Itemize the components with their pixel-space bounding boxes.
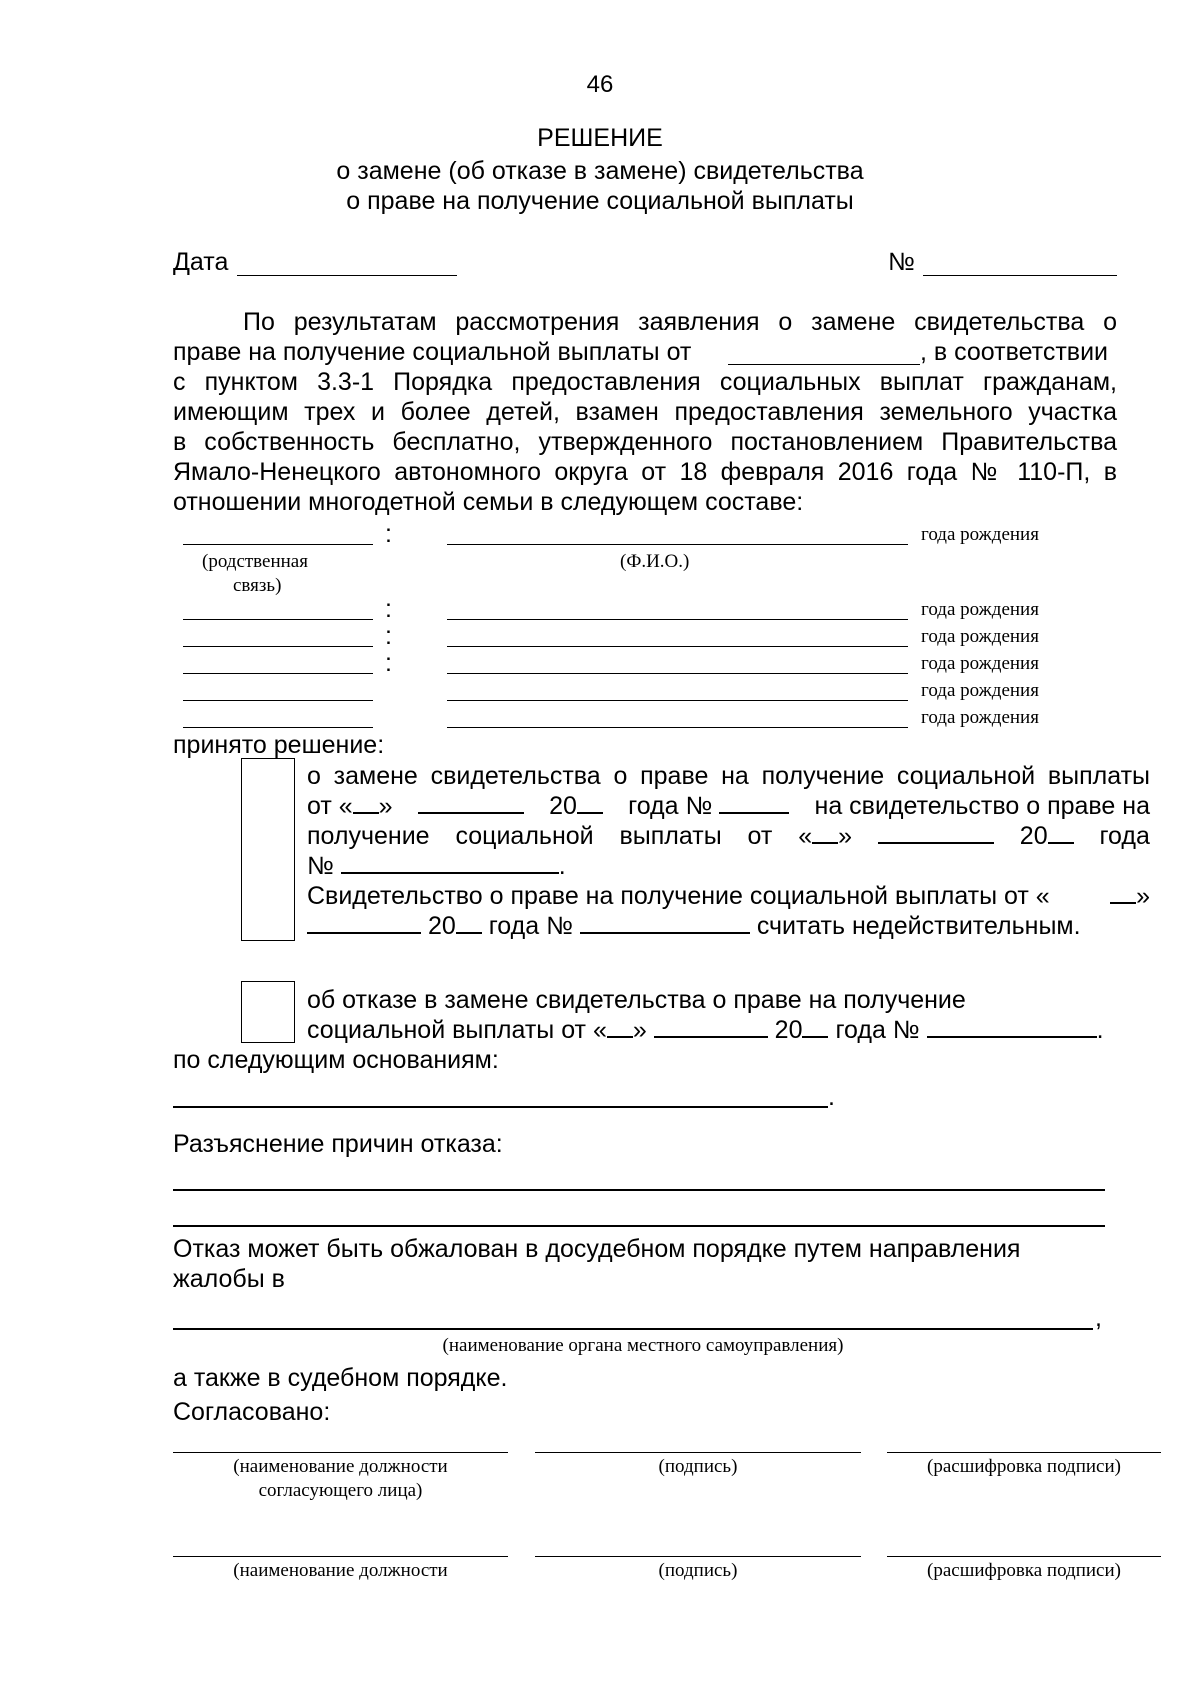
approver-signature-field-1[interactable] (535, 1452, 861, 1453)
replace-option-line-1: о замене свидетельства о праве на получение социальной выплаты (307, 762, 1150, 790)
family-birth-label-3: года рождения (921, 626, 1039, 647)
family-fio-field-2[interactable] (447, 619, 908, 620)
refuse-text: социальной выплаты от « (307, 1016, 607, 1044)
approver-decoding-caption-1: (расшифровка подписи) (927, 1456, 1121, 1477)
date-label: Дата (173, 248, 229, 276)
document-subtitle-line-2: о праве на получение социальной выплаты (346, 187, 854, 215)
grounds-field[interactable] (173, 1106, 828, 1108)
approver-position-caption-1-line-2: согласующего лица) (258, 1480, 423, 1501)
family-birth-label-1: года рождения (921, 524, 1039, 545)
approver-decoding-caption-2: (расшифровка подписи) (927, 1560, 1121, 1581)
decision-label: принято решение: (173, 731, 385, 759)
intro-line-5: в собственность бесплатно, утвержденного постановлением Правительства (173, 428, 1117, 456)
invalid-cert-month-field[interactable] (307, 912, 421, 934)
refuse-option-line-1: об отказе в замене свидетельства о праве на получение (307, 986, 966, 1014)
family-birth-label-4: года рождения (921, 653, 1039, 674)
replace-option-line-6 (307, 911, 1081, 941)
word-payment: выплаты (619, 822, 722, 850)
word-from: от (747, 822, 773, 850)
appeal-line-3: а также в судебном порядке. (173, 1364, 508, 1392)
family-colon-4: : (385, 649, 392, 677)
refuse-day-field[interactable] (607, 1016, 633, 1038)
family-birth-label-2: года рождения (921, 599, 1039, 620)
invalid-cert-number-field[interactable] (580, 912, 750, 934)
approver-decoding-field-2[interactable] (887, 1556, 1161, 1557)
new-quote-close: » (838, 822, 853, 850)
page-number: 46 (586, 71, 614, 98)
relation-caption-line-1: (родственная (202, 551, 308, 572)
family-fio-field-1[interactable] (447, 544, 908, 545)
application-date-field[interactable] (728, 364, 920, 365)
intro-line-4: имеющим трех и более детей, взамен предоставления земельного участка (173, 398, 1117, 426)
new-quote-open: « (798, 822, 813, 850)
approver-position-field-2[interactable] (173, 1556, 508, 1557)
replace-to-text: на свидетельство о праве на (814, 792, 1150, 820)
family-relation-field-1[interactable] (183, 544, 373, 545)
intro-line-7: отношении многодетной семьи в следующем составе: (173, 488, 804, 516)
family-colon-1: : (385, 520, 392, 548)
family-fio-field-3[interactable] (447, 646, 908, 647)
refuse-year-prefix: 20 (774, 1016, 803, 1044)
family-relation-field-5[interactable] (183, 700, 373, 701)
relation-caption-line-2: связь) (233, 575, 282, 596)
invalid-cert-day-field[interactable] (1110, 882, 1136, 904)
approver-signature-caption-2: (подпись) (658, 1560, 738, 1581)
refuse-month-field[interactable] (654, 1016, 768, 1038)
word-receiving: получение (307, 822, 430, 850)
intro-line-2-start: праве на получение социальной выплаты от (173, 338, 692, 366)
appeal-authority-field[interactable] (173, 1328, 1093, 1330)
family-relation-field-3[interactable] (183, 646, 373, 647)
appeal-line-1: Отказ может быть обжалован в досудебном порядке путем направления (173, 1235, 1021, 1263)
replace-option-line-3 (307, 821, 1150, 851)
year-prefix: 20 (549, 792, 577, 820)
family-birth-label-5: года рождения (921, 680, 1039, 701)
intro-line-6: Ямало-Ненецкого автономного округа от 18 февраля 2016 года № 110-П, в (173, 458, 1117, 486)
new-cert-number-label: № (307, 852, 334, 880)
grounds-dot: . (828, 1083, 835, 1111)
invalid-number-label: года № (488, 912, 573, 940)
approver-position-caption-2: (наименование должности (233, 1560, 448, 1581)
appeal-authority-caption: (наименование органа местного самоуправления) (442, 1335, 844, 1356)
refuse-number-label: года № (835, 1016, 920, 1044)
new-cert-day-field[interactable] (812, 822, 838, 844)
replace-option-line-5 (307, 881, 1150, 911)
number-field[interactable] (923, 275, 1117, 276)
refuse-dot: . (1096, 1016, 1104, 1044)
explanation-field-2[interactable] (173, 1225, 1105, 1227)
family-birth-label-6: года рождения (921, 707, 1039, 728)
from-quote-close: » (378, 792, 393, 820)
explanation-field-1[interactable] (173, 1189, 1105, 1191)
word-year: года (1099, 822, 1150, 850)
replace-option-checkbox[interactable] (241, 758, 295, 941)
invalid-suffix: считать недействительным. (756, 912, 1081, 940)
intro-line-1: По результатам рассмотрения заявления о замене свидетельства о (243, 308, 1117, 336)
family-colon-3: : (385, 622, 392, 650)
approver-decoding-field-1[interactable] (887, 1452, 1161, 1453)
refuse-quote-close: » (632, 1016, 647, 1044)
family-relation-field-4[interactable] (183, 673, 373, 674)
family-relation-field-2[interactable] (183, 619, 373, 620)
grounds-label: по следующим основаниям: (173, 1046, 499, 1074)
invalid-cert-text: Свидетельство о праве на получение социальной выплаты от « (307, 882, 1050, 910)
refuse-option-checkbox[interactable] (241, 981, 295, 1043)
year-number-label: года № (628, 792, 713, 820)
invalid-quote-close: » (1136, 882, 1150, 910)
approver-position-field-1[interactable] (173, 1452, 508, 1453)
document-subtitle-line-1: о замене (об отказе в замене) свидетельства (336, 157, 864, 185)
replace-option-line-2 (307, 791, 1150, 821)
approver-signature-caption-1: (подпись) (658, 1456, 738, 1477)
approver-position-caption-1-line-1: (наименование должности (233, 1456, 448, 1477)
replace-option-line-4 (307, 851, 566, 881)
intro-line-3: с пунктом 3.3-1 Порядка предоставления социальных выплат гражданам, (173, 368, 1117, 396)
appeal-comma: , (1095, 1304, 1102, 1332)
new-cert-year-field[interactable] (1048, 822, 1074, 844)
family-fio-field-4[interactable] (447, 673, 908, 674)
new-cert-month-field[interactable] (878, 822, 994, 844)
appeal-line-2: жалобы в (173, 1265, 285, 1293)
old-cert-month-field[interactable] (418, 792, 524, 814)
old-cert-year-field[interactable] (577, 792, 603, 814)
explanation-label: Разъяснение причин отказа: (173, 1130, 503, 1158)
family-relation-field-6[interactable] (183, 727, 373, 728)
date-field[interactable] (237, 275, 457, 276)
invalid-cert-year-field[interactable] (456, 912, 482, 934)
refuse-year-field[interactable] (802, 1016, 828, 1038)
approver-signature-field-2[interactable] (535, 1556, 861, 1557)
family-colon-2: : (385, 595, 392, 623)
refuse-option-line-2 (307, 1015, 1104, 1045)
from-quote-open: от « (307, 792, 353, 820)
family-fio-field-5[interactable] (447, 700, 908, 701)
old-cert-number-field[interactable] (719, 792, 789, 814)
refuse-number-field[interactable] (927, 1016, 1097, 1038)
document-title: РЕШЕНИЕ (537, 124, 663, 152)
fio-caption: (Ф.И.О.) (620, 551, 690, 572)
invalid-year-prefix: 20 (427, 912, 456, 940)
family-fio-field-6[interactable] (447, 727, 908, 728)
line-4-dot: . (558, 852, 566, 880)
word-social: социальной (455, 822, 594, 850)
approval-label: Согласовано: (173, 1398, 331, 1426)
intro-line-2-end: , в соответствии (920, 338, 1109, 366)
new-year-prefix: 20 (1019, 822, 1048, 850)
new-cert-number-field[interactable] (341, 852, 559, 874)
number-label: № (888, 248, 915, 276)
old-cert-day-field[interactable] (353, 792, 379, 814)
